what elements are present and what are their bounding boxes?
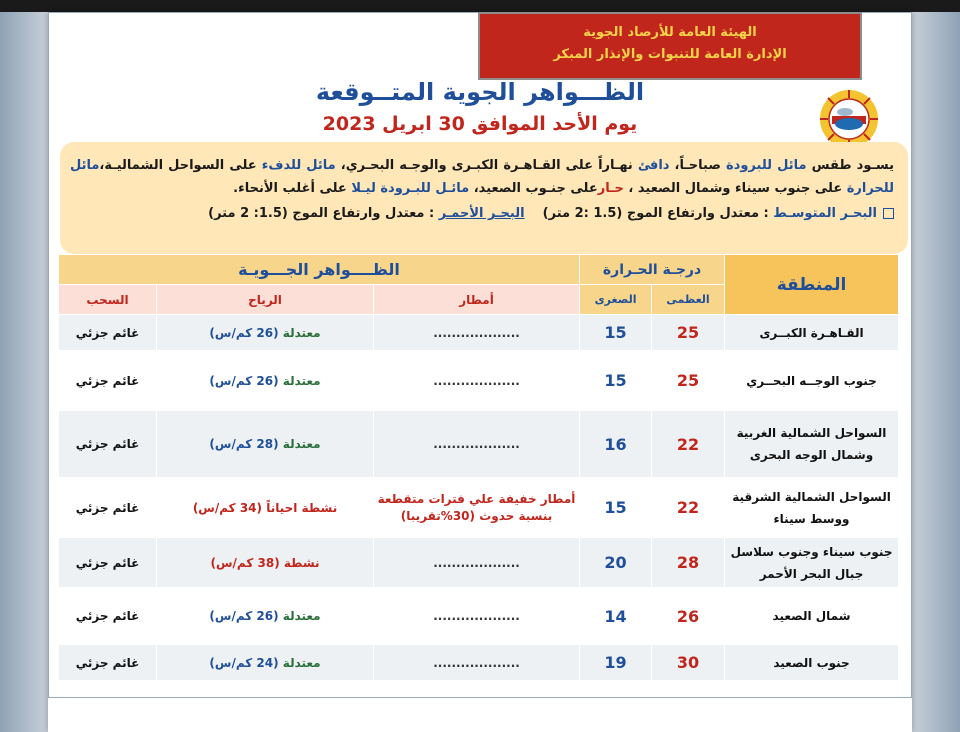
region-cell: جنوب سيناء وجنوب سلاسل جبال البحر الأحمر <box>725 538 899 588</box>
org-department: الإدارة العامة للتنبوات والإنذار المبكر <box>553 47 787 62</box>
min-temp-cell: 20 <box>580 538 652 588</box>
header-temperature: درجـة الحـرارة <box>580 255 725 285</box>
region-cell: السواحل الشمالية الغربية وشمال الوجه البحرى <box>725 411 899 478</box>
wind-label: معتدلة <box>282 373 321 388</box>
header-rain: أمطار <box>374 285 580 315</box>
summary-part: يسـود طقس <box>806 158 895 173</box>
table-row <box>59 478 899 538</box>
page-title: الظـــواهر الجوية المتــوقعة <box>315 78 645 106</box>
max-temp-cell: 22 <box>652 411 725 478</box>
table-row <box>59 315 899 351</box>
rain-cell: ................... <box>374 411 580 478</box>
wind-cell <box>157 478 374 538</box>
top-bar <box>0 0 960 12</box>
wind-label: معتدلة <box>282 609 321 623</box>
header-clouds: السحب <box>59 285 157 315</box>
min-temp-cell: 16 <box>580 411 652 478</box>
table-row <box>59 411 899 478</box>
header-phenomena: الظــــواهر الجـــويـة <box>59 255 580 285</box>
region-cell: القـاهـرة الكبــرى <box>725 315 899 351</box>
table-row <box>59 538 899 588</box>
max-temp-cell: 25 <box>652 315 725 351</box>
summary-part: نهـاراً على القـاهـرة الكبـرى والوجـه البحـري، <box>335 158 638 173</box>
summary-cold: مائل للبرودة <box>726 158 807 173</box>
wind-label: معتدلة <box>282 655 321 670</box>
wind-speed: (26 كم/س) <box>209 609 279 623</box>
wind-label: نشطة احياناً <box>266 500 338 515</box>
max-temp-cell: 26 <box>652 588 725 645</box>
wind-cell <box>157 315 374 351</box>
wind-speed: (38 كم/س) <box>210 555 280 570</box>
forecast-summary <box>60 142 908 254</box>
wind-cell <box>157 411 374 478</box>
summary-hot: حـار <box>597 181 624 196</box>
max-temp-cell: 22 <box>652 478 725 538</box>
clouds-cell: غائم جزئي <box>59 538 157 588</box>
rain-cell: ................... <box>374 588 580 645</box>
organization-header <box>478 12 862 80</box>
sea-med-state: : معتدل وارتفاع الموج (1.5 :2 متر) <box>542 206 774 221</box>
forecast-date: يوم الأحد الموافق 30 ابريل 2023 <box>322 113 638 135</box>
clouds-cell: غائم جزئي <box>59 351 157 411</box>
sea-red-state: : معتدل وارتفاع الموج (1.5: 2 متر) <box>208 206 435 221</box>
forecast-table <box>58 254 899 681</box>
wind-cell <box>157 588 374 645</box>
region-cell: جنوب الوجــه البحــري <box>725 351 899 411</box>
summary-warm: مائل للدفء <box>261 158 336 173</box>
max-temp-cell: 28 <box>652 538 725 588</box>
max-temp-cell: 30 <box>652 645 725 681</box>
wind-speed: (24 كم/س) <box>209 655 279 670</box>
rain-cell: ................... <box>374 351 580 411</box>
min-temp-cell: 15 <box>580 315 652 351</box>
min-temp-cell: 14 <box>580 588 652 645</box>
clouds-cell: غائم جزئي <box>59 645 157 681</box>
sea-med-label: البحـر المتوسـط <box>773 206 877 221</box>
sea-state-line <box>70 202 894 225</box>
header-min: الصغرى <box>580 285 652 315</box>
rain-cell: ................... <box>374 538 580 588</box>
summary-part: على جنـوب الصعيد، <box>469 181 598 196</box>
summary-cold: مائـل للبـرودة ليـلا <box>351 181 470 196</box>
header-region: المنطقة <box>725 255 899 315</box>
table-row <box>59 645 899 681</box>
wind-speed: (26 كم/س) <box>209 373 279 388</box>
summary-hot: مائل للحرارة <box>70 158 894 196</box>
summary-text <box>70 154 894 200</box>
background-left <box>0 12 48 732</box>
summary-part: على أغلب الأنحاء. <box>233 181 352 196</box>
summary-part: على جنوب سيناء وشمال الصعيد ، <box>623 181 847 196</box>
wind-speed: (26 كم/س) <box>209 325 279 340</box>
summary-part: صباحـاً، <box>669 158 726 173</box>
header-wind: الرياح <box>157 285 374 315</box>
wind-label: نشطة <box>283 555 320 570</box>
wind-cell <box>157 645 374 681</box>
rain-cell: ................... <box>374 315 580 351</box>
ema-logo-icon <box>818 88 880 150</box>
table-row <box>59 588 899 645</box>
clouds-cell: غائم جزئي <box>59 315 157 351</box>
region-cell: جنوب الصعيد <box>725 645 899 681</box>
summary-part: على السواحل الشماليـة، <box>99 158 262 173</box>
min-temp-cell: 15 <box>580 478 652 538</box>
bullet-square-icon <box>883 208 894 219</box>
wind-label: معتدلة <box>282 325 321 340</box>
min-temp-cell: 19 <box>580 645 652 681</box>
wind-cell <box>157 351 374 411</box>
wind-speed: (34 كم/س) <box>192 500 262 515</box>
header-max: العظمى <box>652 285 725 315</box>
summary-warm: دافئ <box>637 158 670 173</box>
wind-speed: (28 كم/س) <box>209 437 279 451</box>
clouds-cell: غائم جزئي <box>59 411 157 478</box>
wind-label: معتدلة <box>282 437 321 451</box>
org-name: الهيئة العامة للأرصاد الجوية <box>583 25 757 40</box>
wind-cell <box>157 538 374 588</box>
sea-red-label: البحـر الأحمـر <box>438 206 525 221</box>
background-right <box>912 12 960 732</box>
region-cell: شمال الصعيد <box>725 588 899 645</box>
min-temp-cell: 15 <box>580 351 652 411</box>
max-temp-cell: 25 <box>652 351 725 411</box>
rain-cell: أمطار خفيفة علي فترات متقطعة بنسبة حدوث (30%تقريبا) <box>374 478 580 538</box>
rain-cell: ................... <box>374 645 580 681</box>
clouds-cell: غائم جزئي <box>59 478 157 538</box>
table-row <box>59 351 899 411</box>
region-cell: السواحل الشمالية الشرقية ووسط سيناء <box>725 478 899 538</box>
clouds-cell: غائم جزئي <box>59 588 157 645</box>
